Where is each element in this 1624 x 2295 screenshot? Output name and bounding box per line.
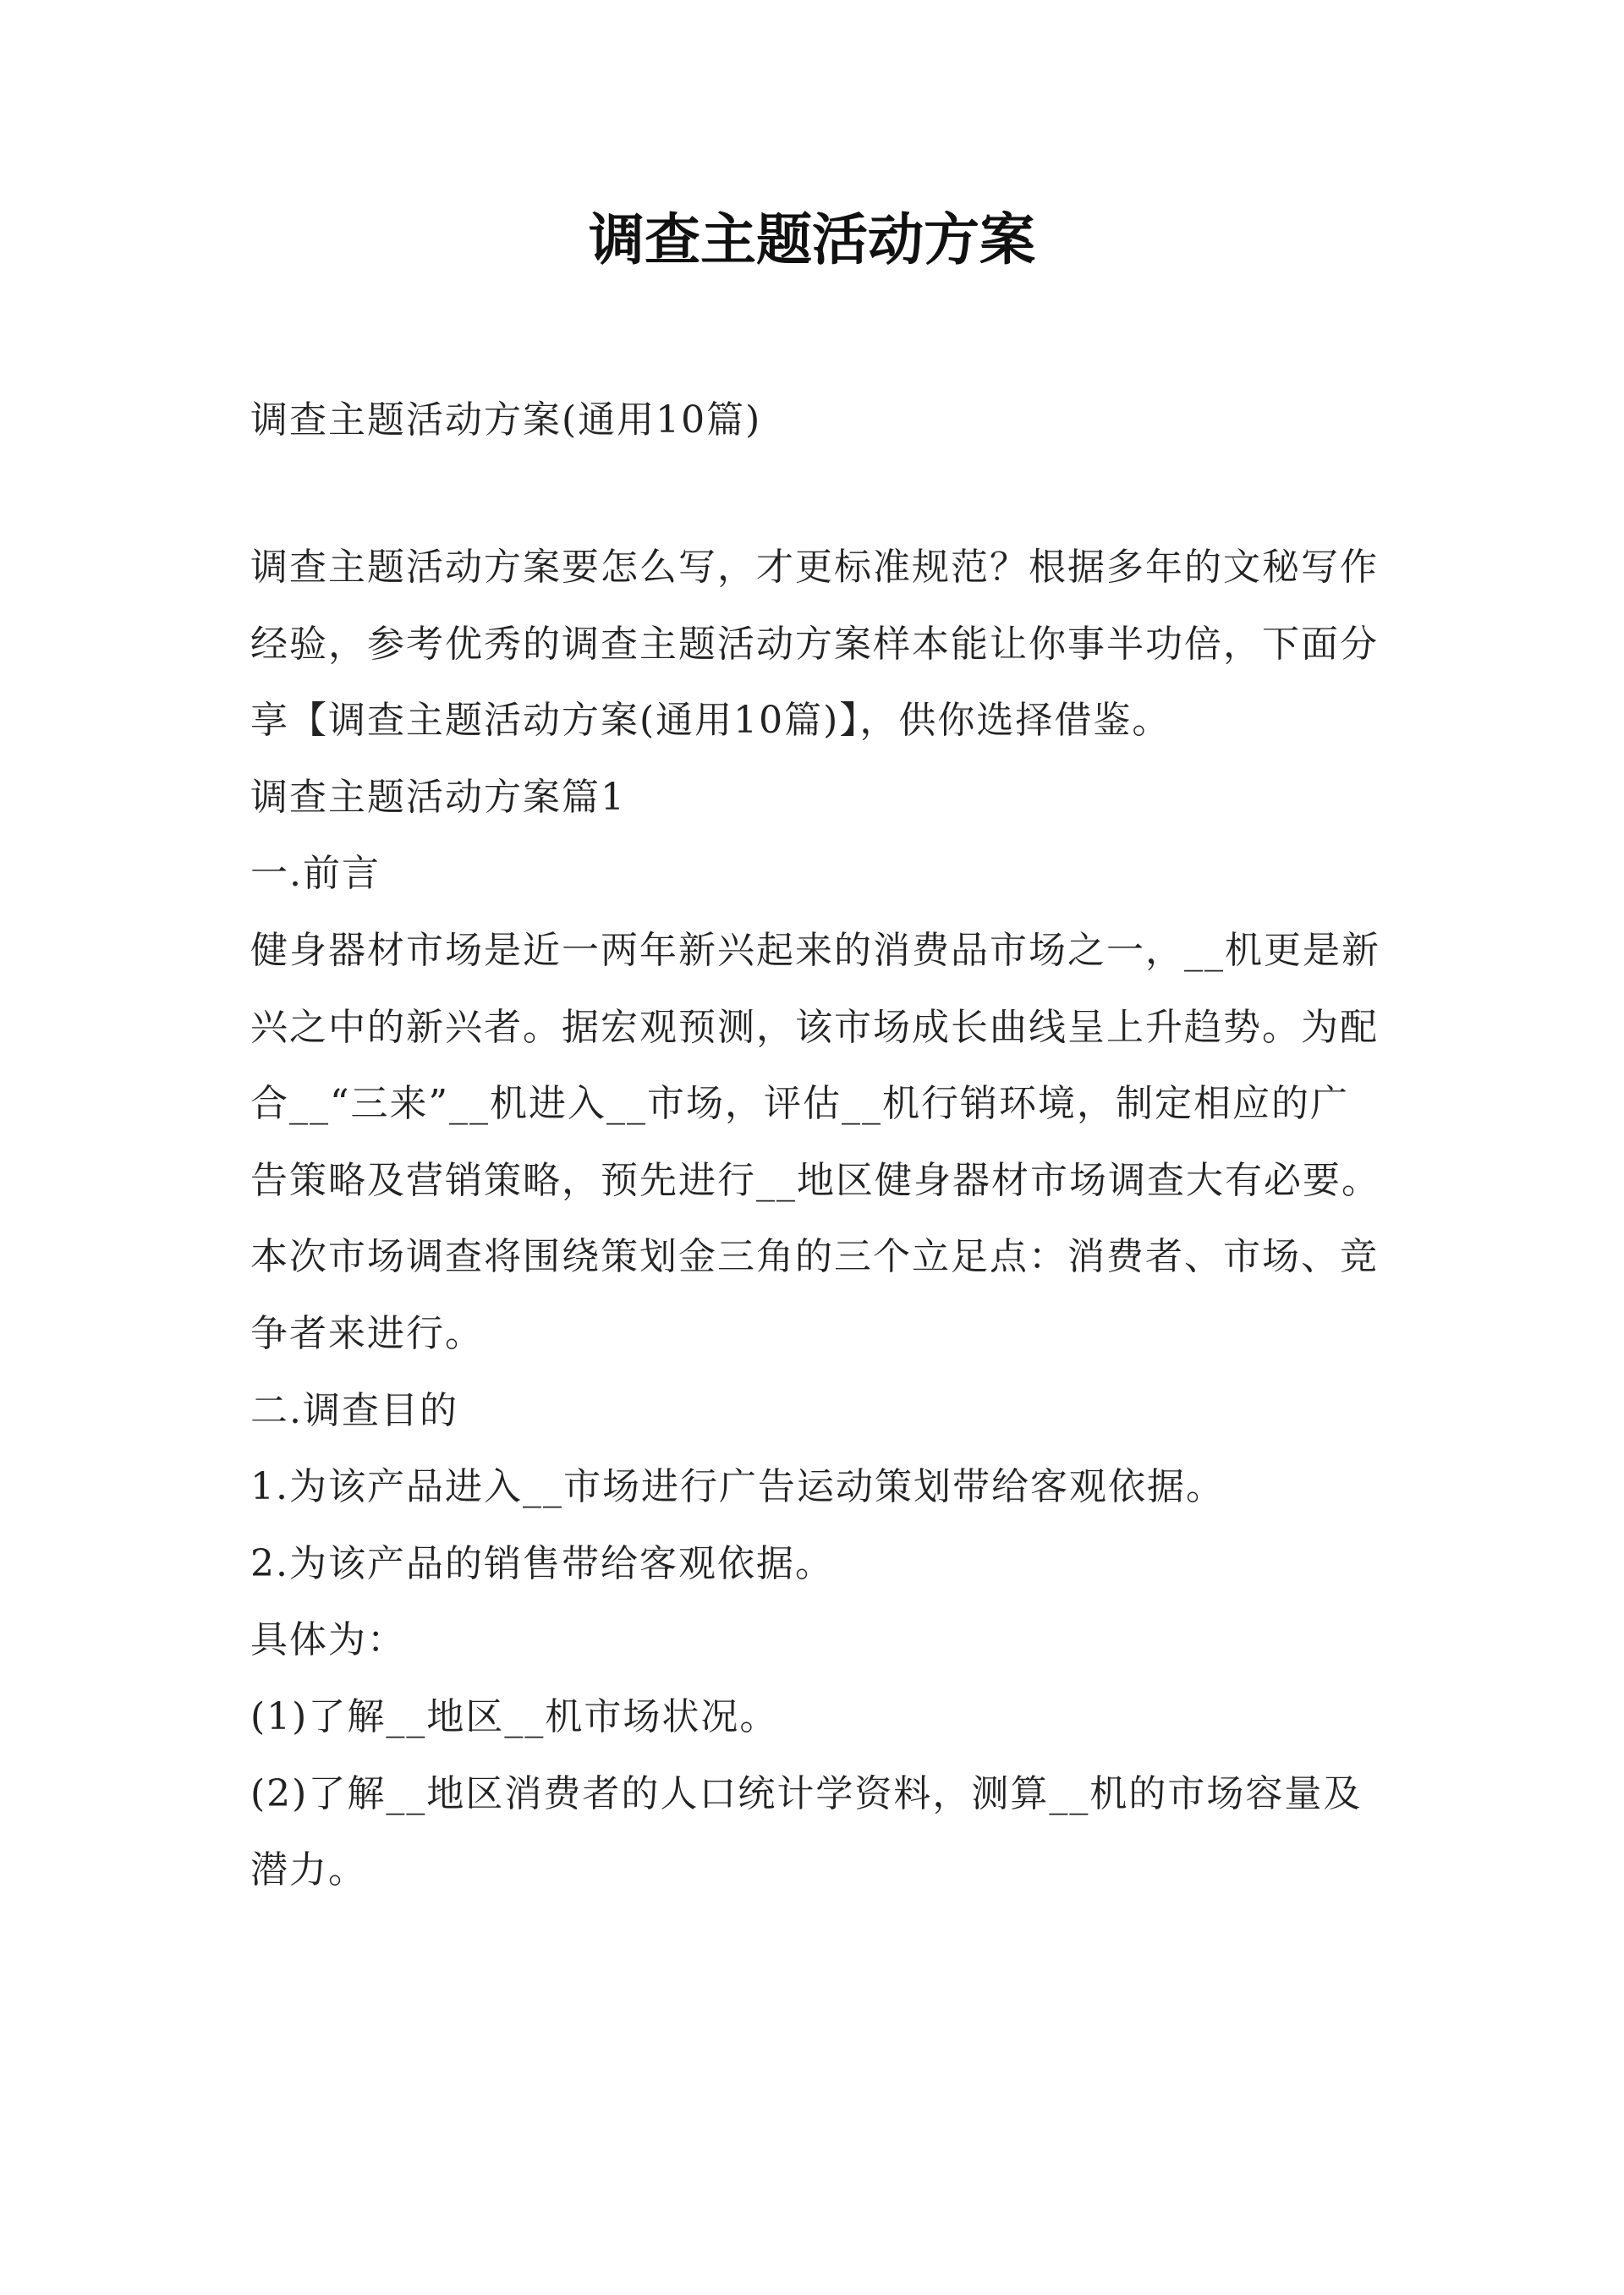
section-heading: 调查主题活动方案篇1 [250, 775, 626, 819]
body-paragraph: 健身器材市场是近一两年新兴起来的消费品市场之一，__机更是新兴之中的新兴者。据宏观预测，该市场成长曲线呈上升趋势。为配合__“三来”__机进入__市场，评估__机行销环境，制定相应的广告策略及营销策略，预先进行__地区健身器材市场调查大有必要。 [250, 928, 1380, 1202]
body-paragraph: 本次市场调查将围绕策划金三角的三个立足点：消费者、市场、竞争者来进行。 [250, 1235, 1379, 1355]
intro-paragraph: 调查主题活动方案要怎么写，才更标准规范？根据多年的文秘写作经验，参考优秀的调查主题活动方案样本能让你事半功倍，下面分享【调查主题活动方案(通用10篇)】，供你选择借鉴。 [250, 546, 1379, 743]
body-paragraph: 具体为： [250, 1618, 406, 1662]
subsection-heading: 二.调查目的 [250, 1388, 458, 1432]
list-item: 1.为该产品进入__市场进行广告运动策划带给客观依据。 [250, 1465, 1225, 1509]
list-item: 2.为该产品的销售带给客观依据。 [250, 1541, 834, 1585]
document-title: 调查主题活动方案 [589, 206, 1035, 272]
subsection-heading: 一.前言 [250, 852, 381, 896]
document-subtitle: 调查主题活动方案(通用10篇) [250, 398, 762, 442]
list-item: (1)了解__地区__机市场状况。 [250, 1694, 779, 1738]
document-body [250, 530, 1384, 1909]
list-item: (2)了解__地区消费者的人口统计学资料，测算__机的市场容量及潜力。 [250, 1771, 1363, 1892]
